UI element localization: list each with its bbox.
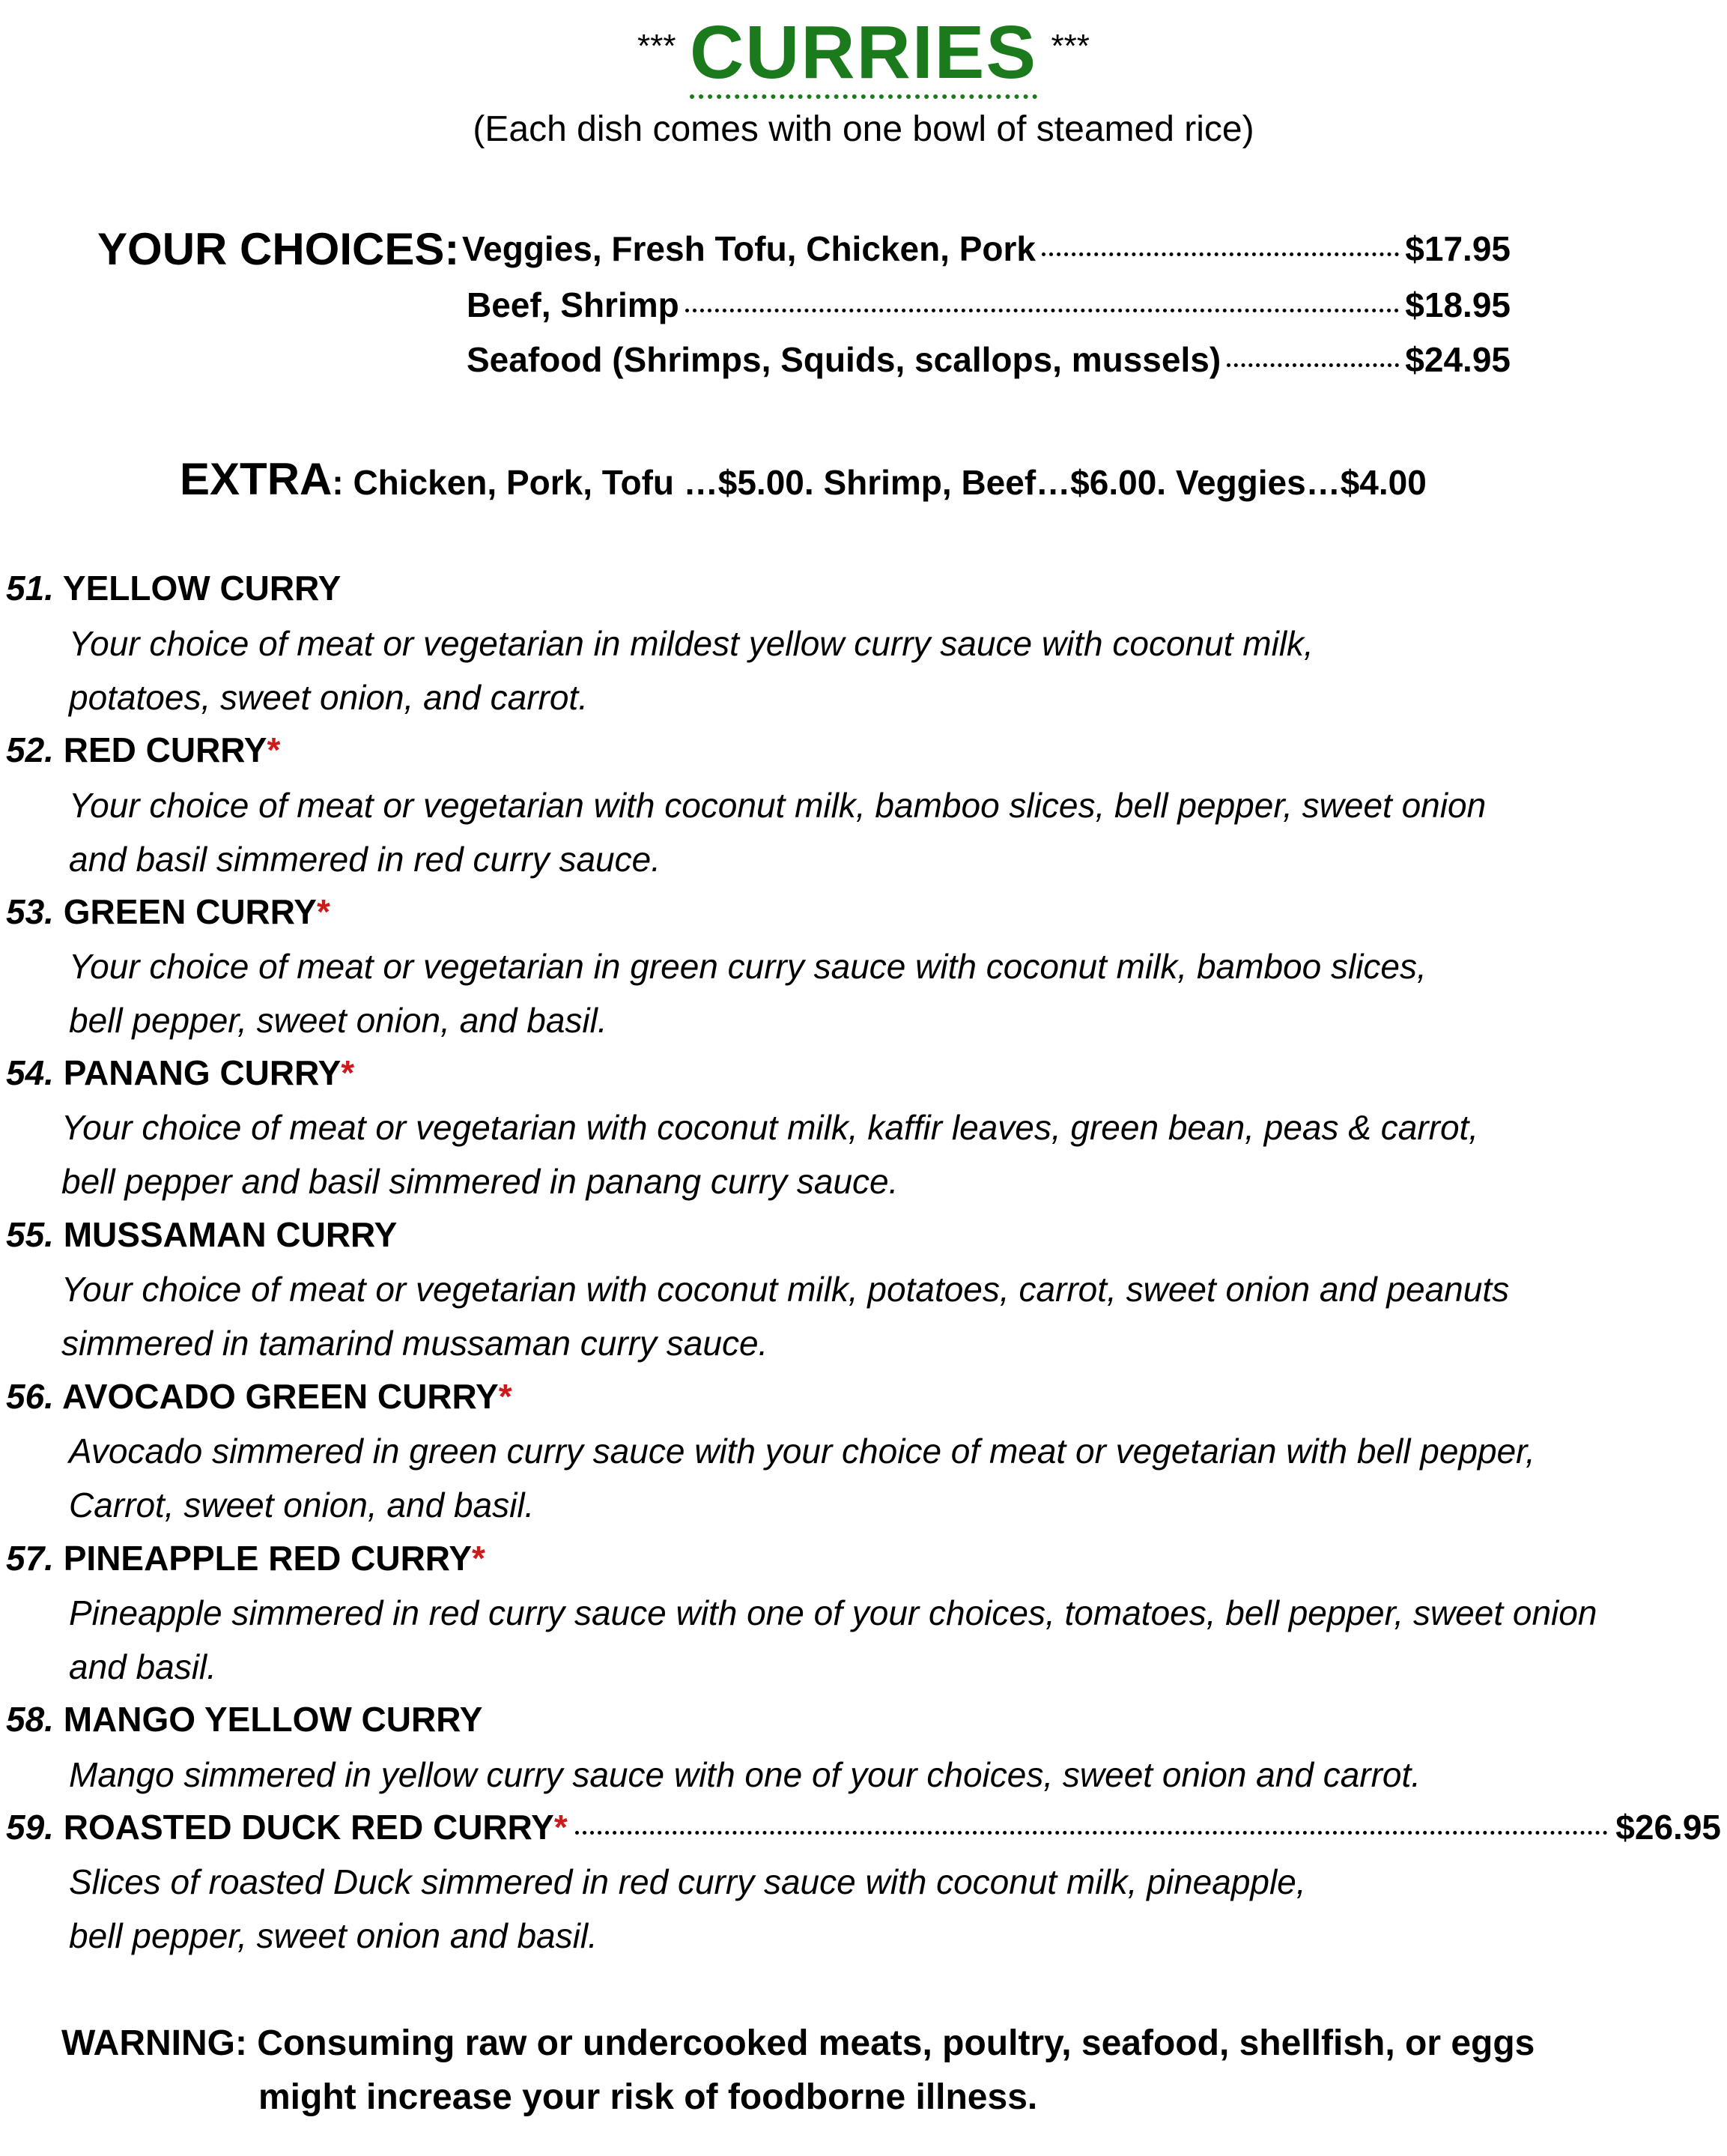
description-line: Your choice of meat or vegetarian in green curry sauce with coconut milk, bamboo slices,	[69, 947, 1427, 986]
menu-item-header	[6, 1538, 485, 1578]
item-number: 54.	[6, 1053, 54, 1092]
menu-item-header	[6, 1214, 397, 1255]
item-number: 56.	[6, 1377, 54, 1416]
description-line: bell pepper and basil simmered in panang curry sauce.	[61, 1162, 899, 1201]
item-number: 52.	[6, 730, 54, 769]
menu-item-header	[6, 568, 341, 608]
menu-header	[0, 10, 1727, 99]
item-description	[69, 1748, 1421, 1802]
menu-item-header	[6, 891, 330, 932]
description-line: bell pepper, sweet onion and basil.	[69, 1916, 598, 1955]
description-line: Mango simmered in yellow curry sauce with one of your choices, sweet onion and carrot.	[69, 1755, 1421, 1794]
page-subtitle: (Each dish comes with one bowl of steamed rice)	[473, 109, 1254, 149]
choice-row	[462, 228, 1511, 269]
dot-leader	[1042, 252, 1399, 256]
description-line: and basil simmered in red curry sauce.	[69, 840, 661, 879]
description-line: Slices of roasted Duck simmered in red curry sauce with coconut milk, pineapple,	[69, 1862, 1306, 1901]
menu-item-header	[6, 1053, 354, 1093]
item-description	[61, 1100, 1478, 1208]
spicy-star: *	[553, 1808, 568, 1847]
item-description	[69, 778, 1486, 886]
choice-row	[467, 285, 1511, 325]
choice-price: $24.95	[1405, 340, 1511, 379]
description-line: Your choice of meat or vegetarian with coconut milk, bamboo slices, bell pepper, sweet onion	[69, 786, 1487, 825]
choice-text: Veggies, Fresh Tofu, Chicken, Pork	[462, 229, 1036, 268]
spicy-star: *	[472, 1539, 485, 1578]
menu-item-header	[6, 1376, 512, 1417]
item-description	[69, 939, 1427, 1047]
item-name: PINEAPPLE RED CURRY	[63, 1539, 472, 1578]
item-name: ROASTED DUCK RED CURRY	[63, 1808, 554, 1847]
description-line: and basil.	[69, 1647, 216, 1686]
description-line: Avocado simmered in green curry sauce with your choice of meat or vegetarian with bell pepper,	[69, 1432, 1535, 1471]
description-line: Your choice of meat or vegetarian with coconut milk, potatoes, carrot, sweet onion and peanuts	[61, 1270, 1510, 1309]
choice-row	[467, 339, 1511, 380]
description-line: Pineapple simmered in red curry sauce with one of your choices, tomatoes, bell pepper, sweet onion	[69, 1593, 1597, 1632]
page-title: CURRIES	[690, 15, 1037, 99]
menu-item-header	[6, 1699, 482, 1739]
description-line: simmered in tamarind mussaman curry sauce.	[61, 1324, 768, 1363]
menu-item-header	[6, 730, 280, 770]
extra-label: EXTRA	[180, 454, 333, 504]
dot-leader	[1227, 363, 1399, 367]
item-name: PANANG CURRY	[63, 1053, 342, 1092]
warning-line-2: might increase your risk of foodborne illness.	[258, 2077, 1038, 2117]
choice-text: Seafood (Shrimps, Squids, scallops, mussels)	[467, 340, 1221, 379]
decorative-stars-right: ***	[1051, 28, 1090, 64]
menu-item-header	[6, 1807, 1721, 1847]
item-name: YELLOW CURRY	[62, 569, 342, 608]
description-line: potatoes, sweet onion, and carrot.	[69, 678, 588, 717]
item-number: 57.	[6, 1539, 54, 1578]
item-price: $26.95	[1615, 1808, 1721, 1847]
item-number: 59.	[6, 1808, 54, 1847]
description-line: bell pepper, sweet onion, and basil.	[69, 1001, 607, 1040]
dot-leader	[685, 309, 1400, 312]
item-description	[69, 1855, 1306, 1963]
item-description	[69, 1424, 1535, 1532]
item-description	[69, 1586, 1597, 1694]
item-number: 58.	[6, 1700, 54, 1739]
description-line: Carrot, sweet onion, and basil.	[69, 1486, 535, 1524]
warning-line-1: WARNING: Consuming raw or undercooked meats, poultry, seafood, shellfish, or eggs	[61, 2023, 1535, 2063]
item-description	[69, 617, 1314, 724]
choices-label: YOUR CHOICES:	[97, 224, 460, 274]
item-name: GREEN CURRY	[63, 892, 317, 931]
item-description	[61, 1262, 1509, 1370]
choice-price: $17.95	[1405, 229, 1511, 268]
item-number: 55.	[6, 1215, 54, 1254]
item-name: RED CURRY	[63, 730, 267, 769]
dot-leader	[575, 1831, 1609, 1835]
spicy-star: *	[341, 1053, 355, 1092]
description-line: Your choice of meat or vegetarian with coconut milk, kaffir leaves, green bean, peas & carrot,	[61, 1108, 1479, 1147]
choice-price: $18.95	[1405, 285, 1511, 324]
extra-row	[180, 453, 1427, 505]
item-name: AVOCADO GREEN CURRY	[62, 1377, 499, 1416]
item-number: 53.	[6, 892, 54, 931]
description-line: Your choice of meat or vegetarian in mildest yellow curry sauce with coconut milk,	[69, 624, 1314, 663]
extra-text: : Chicken, Pork, Tofu …$5.00. Shrimp, Beef…$6.00. Veggies…$4.00	[332, 463, 1427, 502]
spicy-star: *	[498, 1377, 512, 1416]
item-number: 51.	[6, 569, 54, 608]
spicy-star: *	[267, 730, 281, 769]
item-name: MANGO YELLOW CURRY	[63, 1700, 483, 1739]
decorative-stars-left: ***	[637, 28, 676, 64]
item-name: MUSSAMAN CURRY	[63, 1215, 398, 1254]
choice-text: Beef, Shrimp	[467, 285, 679, 324]
spicy-star: *	[316, 892, 330, 931]
